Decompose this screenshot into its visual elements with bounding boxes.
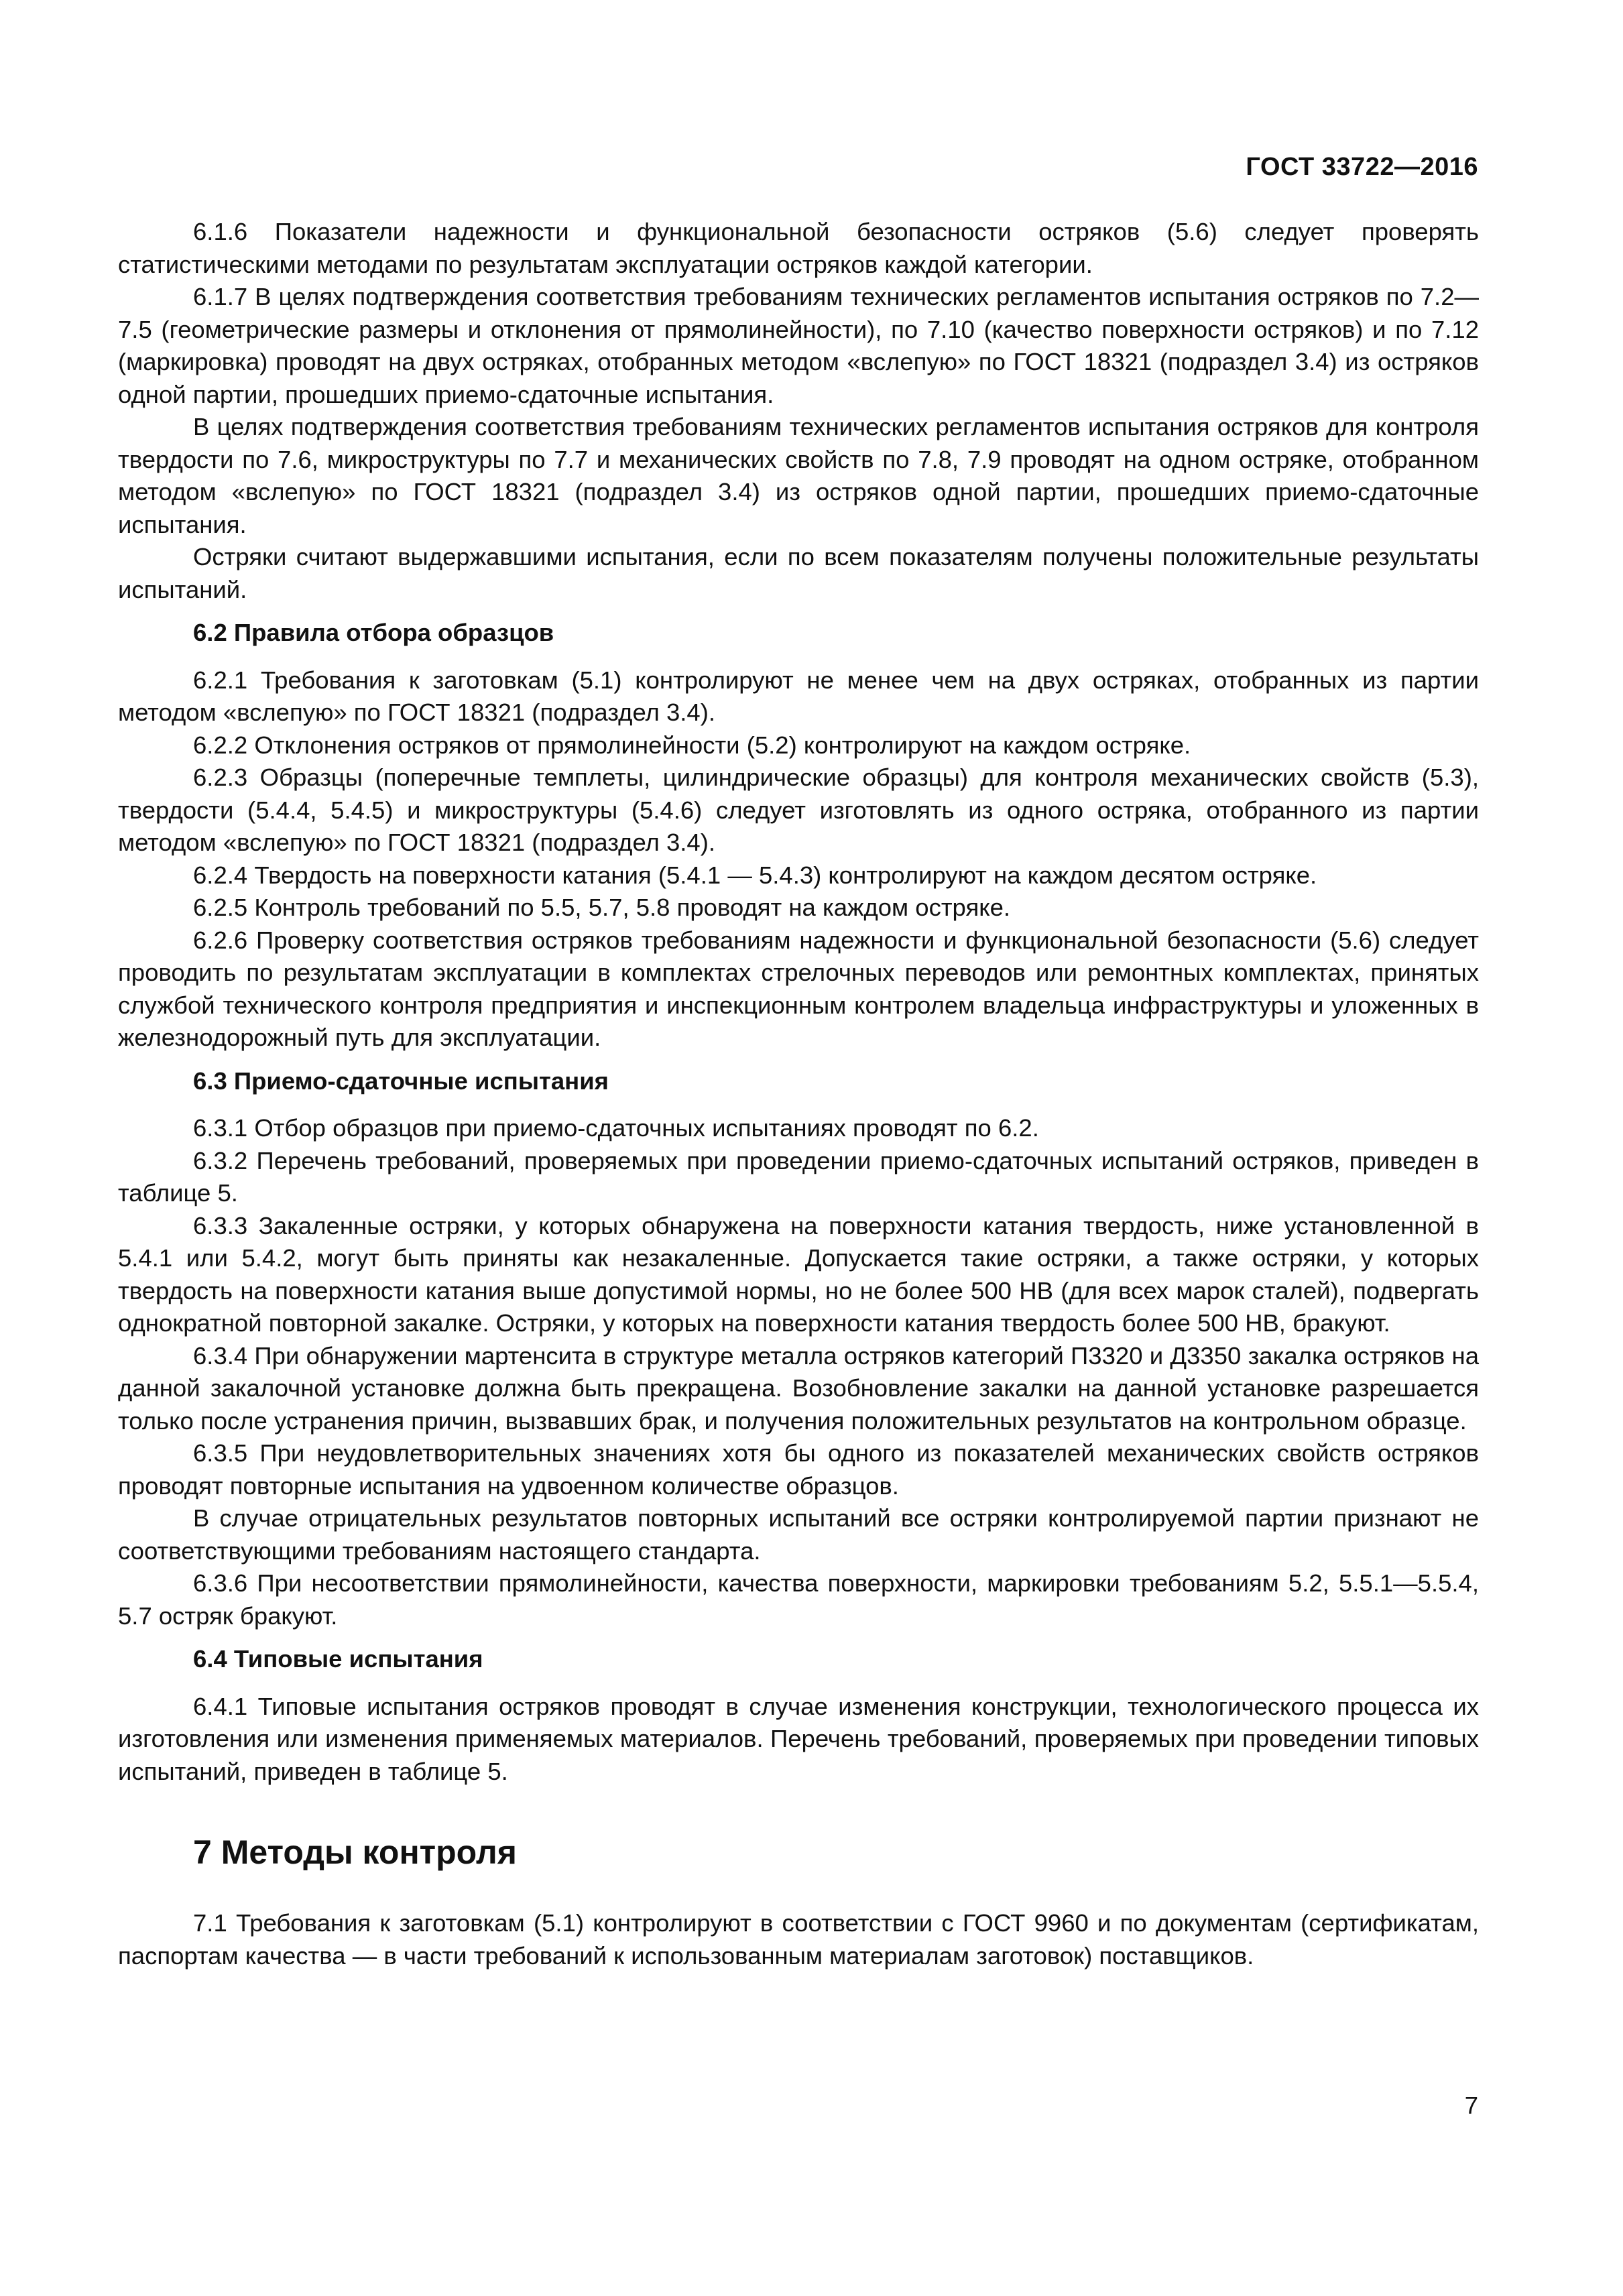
paragraph-6-3-4: 6.3.4 При обнаружении мартенсита в структуре металла остряков категорий П3320 и Д3350 закалка остряков на данной закалочной установке должна быть прекращена. Возобновление закалки на данной установке разрешается только после устранения причин, вызвавших брак, и получения положительных результатов на контрольном образце. — [118, 1341, 1479, 1435]
paragraph-6-3-2: 6.3.2 Перечень требований, проверяемых при проведении приемо-сдаточных испытаний остряков, приведен в таблице 5. — [118, 1146, 1479, 1207]
paragraph-6-2-1: 6.2.1 Требования к заготовкам (5.1) контролируют не менее чем на двух остряках, отобранных из партии методом «вслепую» по ГОСТ 18321 (подраздел 3.4). — [118, 666, 1479, 726]
paragraph-6-1-6: 6.1.6 Показатели надежности и функциональной безопасности остряков (5.6) следует проверять статистическими методами по результатам эксплуатации остряков каждой категории. — [118, 218, 1479, 278]
paragraph-6-2-3: 6.2.3 Образцы (поперечные темплеты, цилиндрические образцы) для контроля механических свойств (5.3), твердости (5.4.4, 5.4.5) и микроструктуры (5.4.6) следует изготовлять из одного остряка, отобранного из партии методом «вслепую» по ГОСТ 18321 (подраздел 3.4). — [118, 764, 1479, 856]
paragraph-7-1: 7.1 Требования к заготовкам (5.1) контролируют в соответствии с ГОСТ 9960 и по документам (сертификатам, паспортам качества — в части требований к использованным материалам заготовок) поставщиков. — [118, 1909, 1479, 1970]
heading-7: 7 Методы контроля — [193, 1833, 517, 1871]
paragraph-6-2-5: 6.2.5 Контроль требований по 5.5, 5.7, 5.8 проводят на каждом остряке. — [193, 894, 1011, 921]
paragraph-6-1-7-c: Остряки считают выдержавшими испытания, если по всем показателям получены положительные результаты испытаний. — [118, 543, 1479, 603]
paragraph-6-1-7: 6.1.7 В целях подтверждения соответствия требованиям технических регламентов испытания остряков по 7.2—7.5 (геометрические размеры и отклонения от прямолинейности), по 7.10 (качество поверхности остряков) и по 7.12 (маркировка) проводят на двух остряках, отобранных методом «вслепую» по ГОСТ 18321 (подраздел 3.4) из остряков одной партии, прошедших приемо-сдаточные испытания. — [118, 283, 1479, 408]
paragraph-6-2-6: 6.2.6 Проверку соответствия остряков требованиям надежности и функциональной безопасности (5.6) следует проводить по результатам эксплуатации в комплектах стрелочных переводов или ремонтных комплектах, принятых службой технического контроля предприятия и инспекционным контролем владельца инфраструктуры и уложенных в железнодорожный путь для эксплуатации. — [118, 926, 1479, 1051]
paragraph-6-3-5-b: В случае отрицательных результатов повторных испытаний все остряки контролируемой партии признают не соответствующими требованиям настоящего стандарта. — [118, 1504, 1479, 1565]
paragraph-6-3-1: 6.3.1 Отбор образцов при приемо-сдаточных испытаниях проводят по 6.2. — [193, 1114, 1039, 1142]
paragraph-6-4-1: 6.4.1 Типовые испытания остряков проводят в случае изменения конструкции, технологического процесса их изготовления или изменения применяемых материалов. Перечень требований, проверяемых при проведении типовых испытаний, приведен в таблице 5. — [118, 1692, 1479, 1785]
paragraph-6-3-5: 6.3.5 При неудовлетворительных значениях хотя бы одного из показателей механических свойств остряков проводят повторные испытания на удвоенном количестве образцов. — [118, 1439, 1479, 1500]
document-code-header: ГОСТ 33722—2016 — [1246, 153, 1478, 181]
heading-6-4: 6.4 Типовые испытания — [193, 1645, 483, 1673]
heading-6-3: 6.3 Приемо-сдаточные испытания — [193, 1067, 609, 1095]
paragraph-6-2-4: 6.2.4 Твердость на поверхности катания (5.4.1 — 5.4.3) контролируют на каждом десятом остряке. — [193, 861, 1317, 889]
heading-6-2: 6.2 Правила отбора образцов — [193, 619, 554, 646]
page-number: 7 — [1464, 2092, 1478, 2119]
paragraph-6-3-6: 6.3.6 При несоответствии прямолинейности, качества поверхности, маркировки требованиям 5.2, 5.5.1—5.5.4, 5.7 остряк бракуют. — [118, 1569, 1479, 1630]
paragraph-6-1-7-b: В целях подтверждения соответствия требованиям технических регламентов испытания остряков для контроля твердости по 7.6, микроструктуры по 7.7 и механических свойств по 7.8, 7.9 проводят на одном остряке, отобранном методом «вслепую» по ГОСТ 18321 (подраздел 3.4) из остряков одной партии, прошедших приемо-сдаточные испытания. — [118, 413, 1479, 538]
document-body — [118, 216, 1479, 1972]
paragraph-6-2-2: 6.2.2 Отклонения остряков от прямолинейности (5.2) контролируют на каждом остряке. — [193, 731, 1191, 759]
paragraph-6-3-3: 6.3.3 Закаленные остряки, у которых обнаружена на поверхности катания твердость, ниже установленной в 5.4.1 или 5.4.2, могут быть приняты как незакаленные. Допускается такие остряки, а также остряки, у которых твердость на поверхности катания выше допустимой нормы, но не более 500 НВ (для всех марок сталей), подвергать однократной повторной закалке. Остряки, у которых на поверхности катания твердость более 500 НВ, бракуют. — [118, 1211, 1479, 1337]
